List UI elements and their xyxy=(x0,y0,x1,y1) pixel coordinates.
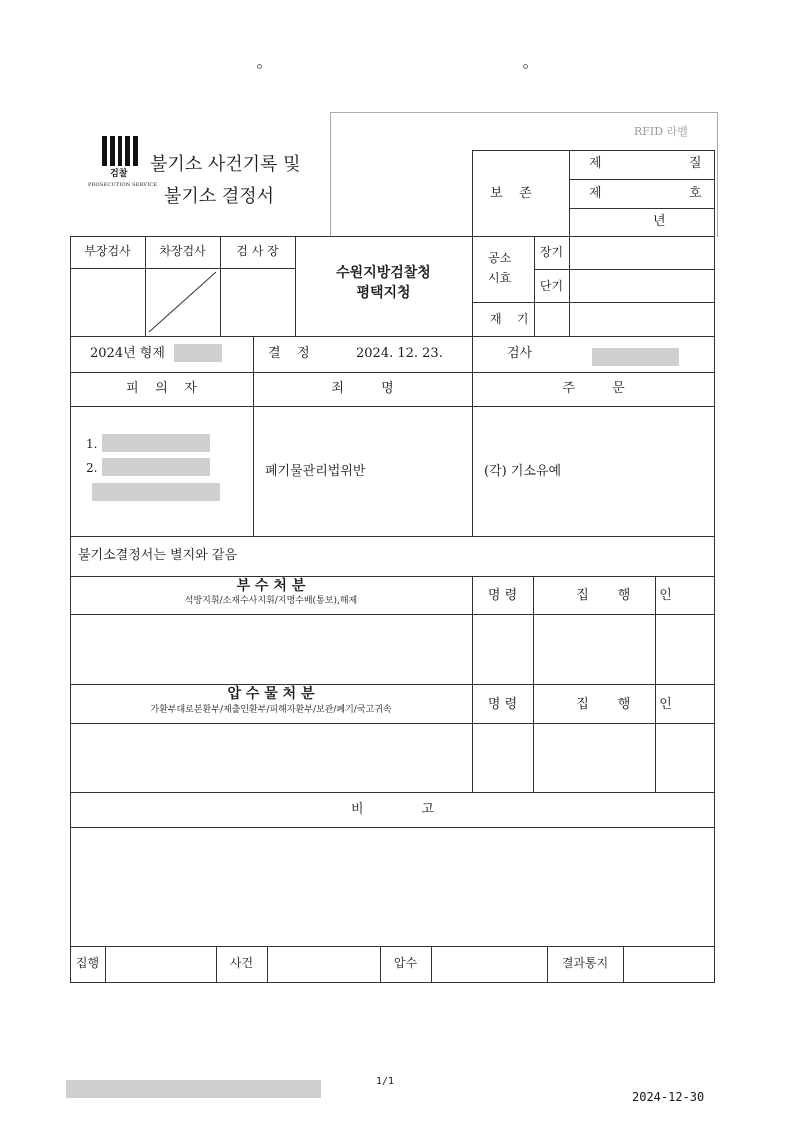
charge-column-header: 죄 명 xyxy=(331,381,394,396)
remarks-title: 비 고 xyxy=(351,802,434,817)
line xyxy=(105,946,106,982)
office-name-line2: 평택지청 xyxy=(356,285,411,301)
logo-text: 검찰 xyxy=(110,169,128,179)
incidental-executor-label: 집 행 인 xyxy=(576,588,672,603)
office-name-line1: 수원지방검찰청 xyxy=(336,265,431,281)
preservation-label: 보 존 xyxy=(490,186,532,201)
order-text: (각) 기소유예 xyxy=(484,464,562,479)
prosecution-logo-icon xyxy=(102,136,138,166)
line xyxy=(569,179,715,180)
line xyxy=(70,336,715,337)
line xyxy=(472,302,715,303)
page-number: 1/1 xyxy=(376,1076,395,1087)
case-label: 사건 xyxy=(229,956,254,970)
footer-info-redacted xyxy=(66,1080,321,1098)
print-date: 2024-12-30 xyxy=(632,1090,705,1104)
scan-dot-right xyxy=(523,64,528,69)
logo-subtext: PROSECUTION SERVICE xyxy=(88,182,158,188)
rfid-label: RFID 라벨 xyxy=(634,125,688,138)
case-number-redacted xyxy=(174,344,222,362)
line xyxy=(70,614,715,615)
line xyxy=(534,269,715,270)
prescription-label-1: 공소 xyxy=(488,251,512,265)
decision-label: 결 정 xyxy=(268,346,310,361)
prosecutor-label: 검사 xyxy=(507,346,533,361)
line xyxy=(569,150,570,236)
preservation-ho: 호 xyxy=(689,186,702,201)
chief-prosecutor-label: 검 사 장 xyxy=(236,244,279,258)
prosecutor-name-redacted xyxy=(592,348,679,366)
line xyxy=(70,684,715,685)
result-notice-label: 결과통지 xyxy=(561,956,609,970)
line xyxy=(70,236,715,237)
document-title-line2: 불기소 결정서 xyxy=(164,186,275,207)
seizure-executor-label: 집 행 인 xyxy=(576,697,672,712)
line xyxy=(472,150,715,151)
line xyxy=(70,723,715,724)
incidental-disposition-title: 부 수 처 분 xyxy=(236,578,306,594)
line xyxy=(472,150,473,536)
restart-label: 재 기 xyxy=(490,312,529,326)
execution-label: 집행 xyxy=(75,956,100,970)
seizure-disposition-options: 가환부대로본환부/제출인환부/피해자환부/보관/폐기/국고귀속 xyxy=(150,705,392,715)
seizure-label: 압수 xyxy=(393,956,418,970)
line xyxy=(70,536,715,537)
vice-chief-prosecutor-label: 차장검사 xyxy=(159,244,206,258)
charge-text: 폐기물관리법위반 xyxy=(265,464,366,479)
scan-dot-left xyxy=(257,64,262,69)
prescription-short: 단기 xyxy=(539,279,564,293)
decision-date: 2024. 12. 23. xyxy=(356,346,443,361)
approval-diagonal-slash xyxy=(145,268,220,336)
case-number-prefix: 2024년 형제 xyxy=(90,346,165,361)
line xyxy=(70,372,715,373)
deputy-chief-prosecutor-label: 부장검사 xyxy=(84,244,131,258)
line xyxy=(569,236,570,336)
incidental-order-label: 명 령 xyxy=(487,588,518,603)
outer-bottom-border xyxy=(70,982,715,983)
line xyxy=(431,946,432,982)
preservation-je-1: 제 xyxy=(589,156,602,171)
line xyxy=(623,946,624,982)
preservation-je-2: 제 xyxy=(589,186,602,201)
suspect-2-name-redacted xyxy=(102,458,210,476)
preservation-year: 년 xyxy=(653,214,666,229)
suspect-2-number: 2. xyxy=(86,461,98,475)
line xyxy=(70,406,715,407)
order-column-header: 주 문 xyxy=(562,381,625,396)
seizure-disposition-title: 압 수 물 처 분 xyxy=(227,686,315,702)
suspect-2-detail-redacted xyxy=(92,483,220,501)
seizure-order-label: 명 령 xyxy=(487,697,518,712)
preservation-jil: 질 xyxy=(689,156,702,171)
incidental-disposition-options: 석방지휘/소재수사지휘/지명수배(통보),해제 xyxy=(184,596,358,606)
line xyxy=(70,792,715,793)
line xyxy=(569,208,715,209)
suspect-column-header: 피 의 자 xyxy=(126,381,197,396)
line xyxy=(70,576,715,577)
document-title-line1: 불기소 사건기록 및 xyxy=(150,154,301,175)
line xyxy=(253,336,254,536)
decision-note: 불기소결정서는 별지와 같음 xyxy=(78,548,237,563)
line xyxy=(267,946,268,982)
line xyxy=(70,827,715,828)
outer-right-border xyxy=(714,150,715,982)
outer-left-border xyxy=(70,236,71,982)
suspect-1-name-redacted xyxy=(102,434,210,452)
prescription-long: 장기 xyxy=(539,245,564,259)
line xyxy=(70,946,715,947)
suspect-1-number: 1. xyxy=(86,437,98,451)
prescription-label-2: 시효 xyxy=(488,271,512,285)
